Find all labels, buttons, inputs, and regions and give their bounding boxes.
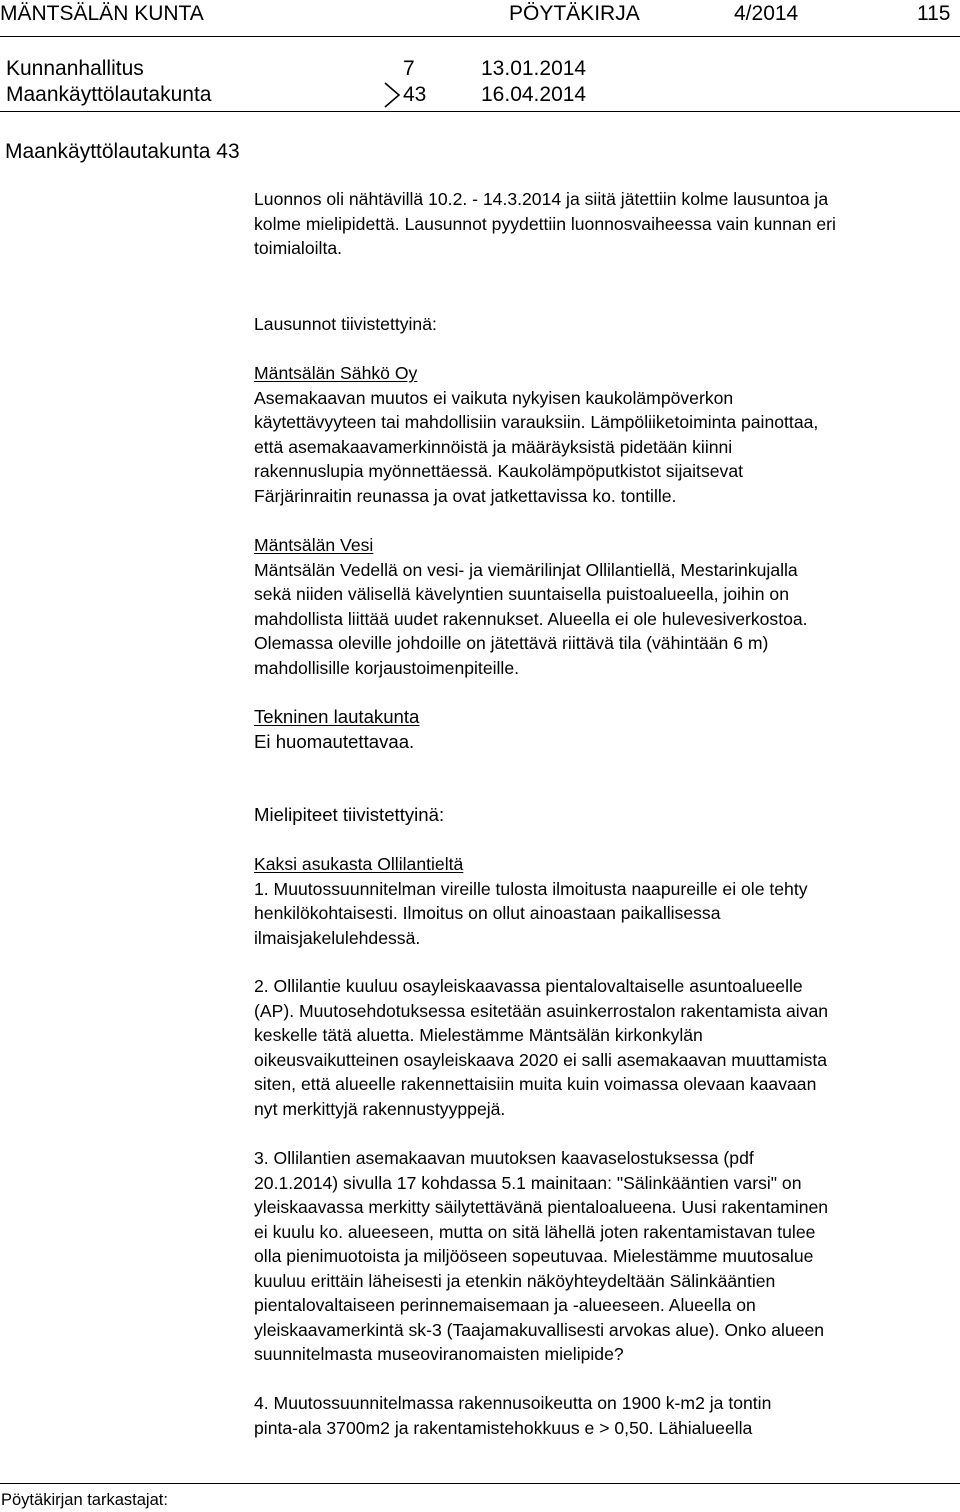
opinion-line: henkilökohtaisesti. Ilmoitus on ollut ainoastaan paikallisessa (254, 903, 721, 923)
statement-title: Tekninen lautakunta (254, 706, 420, 727)
document-type: PÖYTÄKIRJA (509, 2, 640, 25)
reviewers-label: Pöytäkirjan tarkastajat: (1, 1491, 168, 1509)
opinion-line: 1. Muutossuunnitelman vireille tulosta ilmoitusta naapureille ei ole tehty (254, 878, 808, 899)
statement-line: Färjärinraitin reunassa ja ovat jatkettavissa ko. tontille. (254, 485, 677, 506)
opinions-subheading: Kaksi asukasta Ollilantieltä (254, 854, 464, 874)
page-number: 115 (917, 2, 951, 25)
opinion-line: 3. Ollilantien asemakaavan muutoksen kaavaselostuksessa (pdf (254, 1148, 754, 1168)
opinions-heading: Mielipiteet tiivistettyinä: (254, 804, 445, 825)
opinion-point-4 (254, 1391, 771, 1440)
intro-line: kolme mielipidettä. Lausunnot pyydettiin luonnosvaiheessa vain kunnan eri (254, 213, 836, 234)
intro-line: toimialoilta. (254, 238, 343, 258)
opinion-line: (AP). Muutosehdotuksessa esitetään asuinkerrostalon rakentamista aivan (254, 1000, 829, 1021)
opinion-line: suunnitelmasta museoviranomaisten mielipide? (254, 1344, 624, 1364)
intro-line: Luonnos oli nähtävillä 10.2. - 14.3.2014 ja siitä jätettiin kolme lausuntoa ja (254, 189, 829, 209)
statement-title: Mäntsälän Vesi (254, 535, 374, 555)
opinion-line: keskelle tätä aluetta. Mielestämme Mäntsälän kirkonkylän (254, 1025, 703, 1045)
opinion-line: pientalovaltaiseen perinnemaisemaan ja -alueeseen. Alueella on (254, 1295, 756, 1315)
intro-paragraph (254, 187, 836, 261)
opinion-line: yleiskaavamerkintä sk-3 (Taajamakuvallisesti arvokas alue). Onko alueen (254, 1319, 825, 1340)
meta-divider (0, 111, 960, 112)
statement-line: Olemassa oleville johdoille on jätettävä riittävä tila (vähintään 6 m) (254, 633, 769, 653)
opinion-line: siten, että alueelle rakennettaisiin muita kuin voimassa olevaan kaavaan (254, 1074, 817, 1094)
statement-title: Mäntsälän Sähkö Oy (254, 363, 418, 383)
statement-line: mahdollisille korjaustoimenpiteille. (254, 657, 520, 678)
opinion-line: ilmaisjakelulehdessä. (254, 927, 421, 948)
statement-tekninen (254, 705, 419, 754)
opinion-line: 20.1.2014) sivulla 17 kohdassa 5.1 mainitaan: "Sälinkääntien varsi" on (254, 1172, 802, 1193)
opinion-point-3 (254, 1146, 828, 1367)
opinion-line: nyt merkittyjä rakennustyyppejä. (254, 1098, 506, 1119)
meeting-body: Kunnanhallitus (6, 57, 144, 80)
statement-line: Mäntsälän Vedellä on vesi- ja viemärilinjat Ollilantiellä, Mestarinkujalla (254, 559, 798, 580)
statement-line: sekä niiden välisellä kävelyntien suuntaisella puistoalueella, joihin on (254, 584, 789, 604)
opinion-line: olla pienimuotoista ja miljööseen sopeutuvaa. Mielestämme muutosalue (254, 1246, 814, 1266)
current-meeting-marker-icon (384, 81, 402, 109)
opinion-line: pinta-ala 3700m2 ja rakentamistehokkuus e > 0,50. Lähialueella (254, 1417, 753, 1438)
meeting-date: 13.01.2014 (481, 57, 587, 80)
statements-heading: Lausunnot tiivistettyinä: (254, 314, 437, 334)
opinion-point-2 (254, 974, 828, 1121)
meeting-date: 16.04.2014 (481, 83, 587, 106)
statement-line: Asemakaavan muutos ei vaikuta nykyisen kaukolämpöverkon (254, 387, 734, 408)
statement-sahko (254, 361, 818, 508)
opinion-line: oikeusvaikutteinen osayleiskaava 2020 ei salli asemakaavan muuttamista (254, 1049, 828, 1070)
footer-divider (0, 1483, 960, 1484)
meeting-number: 43 (403, 83, 427, 106)
opinion-line: 4. Muutossuunnitelmassa rakennusoikeutta on 1900 k-m2 ja tontin (254, 1393, 772, 1413)
opinion-point-1 (254, 852, 808, 950)
statement-line: käytettävyyteen tai mahdollisiin varauksiin. Lämpöliiketoiminta painottaa, (254, 412, 819, 432)
statement-line: rakennuslupia myönnettäessä. Kaukolämpöputkistot sijaitsevat (254, 461, 743, 481)
header-divider (0, 36, 960, 37)
statement-line: Ei huomautettavaa. (254, 730, 415, 752)
meeting-number: 7 (403, 57, 415, 80)
statement-line: mahdollista liittää uudet rakennukset. Alueella ei ole hulevesiverkostoa. (254, 608, 808, 629)
municipality-name: MÄNTSÄLÄN KUNTA (0, 2, 204, 25)
opinion-line: yleiskaavassa merkitty säilytettävänä pientaloalueena. Uusi rakentaminen (254, 1197, 829, 1217)
meeting-body: Maankäyttölautakunta (6, 83, 212, 106)
opinion-line: ei kuulu ko. alueeseen, mutta on sitä lähellä joten rakentamistavan tulee (254, 1221, 816, 1242)
document-issue: 4/2014 (734, 2, 799, 25)
statement-line: että asemakaavamerkinnöistä ja määräyksistä pidetään kiinni (254, 436, 733, 457)
statement-vesi (254, 533, 808, 680)
section-label: Maankäyttölautakunta 43 (5, 140, 240, 163)
opinion-line: 2. Ollilantie kuuluu osayleiskaavassa pientalovaltaiselle asuntoalueelle (254, 976, 803, 996)
opinion-line: kuuluu erittäin läheisesti ja etenkin näköyhteydeltään Sälinkääntien (254, 1270, 776, 1291)
